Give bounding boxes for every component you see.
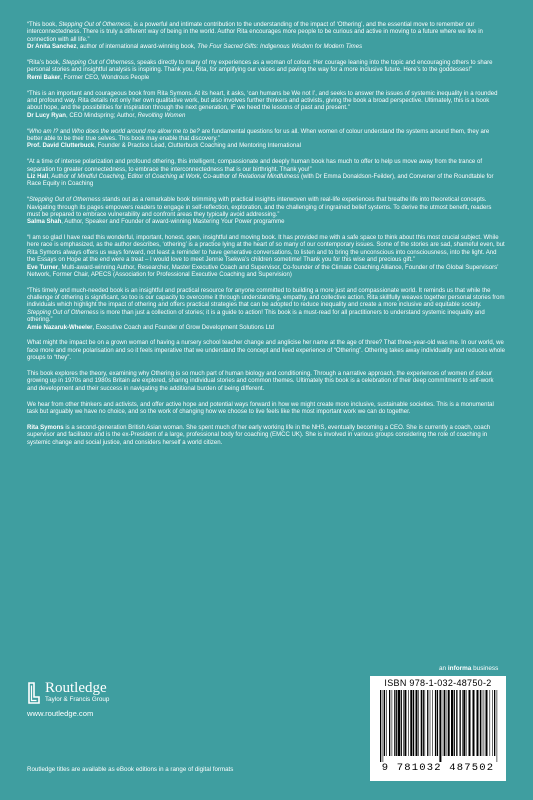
barcode-bar: [430, 690, 431, 756]
barcode-bar: [392, 690, 393, 756]
endorsement-text: [27, 129, 505, 144]
description-paragraph: We hear from other thinkers and activists, and offer active hope and potential ways forward in how we might create more inclusive, sustainable societies. This is a monumental task but arguably we have no choice, and so the work of changing how we choose to live feels like the most important work we can do together.: [27, 401, 494, 416]
endorsement-attribution: [27, 44, 505, 51]
barcode-bar: [410, 690, 412, 756]
endorsement-quote: [27, 235, 505, 279]
endorsement-text: [27, 60, 505, 75]
endorsement-quote: [27, 159, 505, 188]
back-cover-text: [27, 22, 505, 456]
quote-text-segment: , author of international award-winning book,: [76, 44, 198, 51]
quote-text-segment: stands out as a remarkable book brimming with practical insights interwoven with real-life experiences that breathe life into theoretical concepts. Navigating through its pages empowers readers to engage in self-reflection, exploration, and the challenging of ingrained belief systems. To derive the utmost benefit, readers must be prepared to embrace vulnerability and confront areas they typically avoid addressing.”: [27, 197, 492, 218]
barcode-bar: [380, 690, 381, 762]
barcode-bar: [469, 690, 471, 756]
barcode-bar: [490, 690, 491, 756]
isbn-barcode-box: [370, 676, 506, 781]
endorser-name: Liz Hall: [27, 173, 49, 180]
barcode-bar: [423, 690, 424, 756]
quote-text-segment: “At a time of intense polarization and profound othering, this intelligent, compassionate and deeply human book has much to offer to help us move away from the trance of separation to greater connectedness, to embrace the interconnectedness that is our birthright. Thank you!”: [27, 159, 483, 173]
barcode-bar: [444, 690, 445, 756]
endorsement-text: [27, 22, 505, 44]
italic-title-text: Stepping Out of Otherness: [27, 309, 99, 316]
endorsement-attribution: [27, 265, 505, 280]
endorsement-quote: [27, 22, 505, 51]
italic-title-text: Relational Mindfulness: [238, 173, 300, 180]
barcode-bar: [383, 690, 384, 762]
barcode-bar: [425, 690, 426, 756]
barcode-digits: 9 781032 487502: [381, 762, 495, 774]
quote-text-segment: , Author of: [48, 173, 78, 180]
author-bio: [27, 425, 505, 447]
barcode-bar: [404, 690, 406, 756]
endorsements: [27, 22, 505, 332]
barcode-bar: [448, 690, 450, 756]
routledge-logo-icon: [27, 682, 41, 704]
barcode-bar: [492, 690, 493, 756]
endorsement-quote: [27, 60, 505, 82]
ebook-note: Routledge titles are available as eBook editions in a range of digital formats: [27, 766, 234, 773]
quote-text-segment: “: [27, 197, 30, 204]
endorsement-quote: [27, 288, 505, 332]
barcode-graphic: [380, 690, 500, 762]
barcode-bar: [484, 690, 485, 756]
endorsement-attribution: [27, 325, 505, 332]
publisher-block: [27, 681, 109, 718]
barcode-bar: [482, 690, 483, 756]
barcode-bar: [386, 690, 387, 756]
description-paragraph: What might the impact be on a grown woman of having a nursery school teacher change and anglicise her name at the age of three? That three-year-old was me. In our world, we face more and more polarisation and so it feels imperative that we understand the concept and lived experience of “Othering”. Othering takes away individuality and reduces whole groups to “they”.: [27, 340, 505, 362]
barcode-bar: [486, 690, 488, 756]
barcode-bar: [494, 690, 495, 756]
description-paragraph: This book explores the theory, examining why Othering is so much part of human biology and conditioning. Through a narrative approach, the experiences of women of colour growing up in 1970s and 1980s Britain are explored, sharing individual stories and common themes. Ultimately this book is a celebration of their deep commitment to self-work and development and their success in navigating the additional burden of being different.: [27, 371, 494, 392]
endorsement-attribution: [27, 113, 505, 120]
quote-text-segment: (with Dr Emma Donaldson-Feilder), and Convener of the Roundtable for Race Equity in Coaching: [27, 173, 494, 188]
barcode-bar: [398, 690, 400, 756]
endorsement-text: [27, 235, 505, 264]
barcode-bar: [439, 690, 441, 762]
quote-text-segment: “This book,: [27, 22, 59, 28]
endorsement-text: [27, 288, 505, 325]
quote-text-segment: , Author, Speaker and Founder of award-winning Mastering Your Power programme: [61, 219, 285, 226]
endorsement-text: [27, 197, 505, 219]
endorsement-attribution: [27, 75, 505, 82]
quote-text-segment: “This is an important and courageous book from Rita Symons. At its heart, it asks, ‘can humans be We not I’, and seeks to answer the issues of systemic inequality in a rounded and profound way. Rita details not only her own qualitative work, but also involves further thinkers and activists, giving the book a broad perspective. Ultimately, this is a book about hope, and the possibilities for inspiration through the next generation, IF we heed the lessons of past and present.”: [27, 90, 498, 112]
quote-text-segment: , Editor of: [124, 173, 152, 180]
isbn-label: ISBN 978-1-032-48750-2: [384, 678, 492, 688]
endorsement-attribution: [27, 219, 505, 226]
barcode-bar: [473, 690, 475, 756]
quote-text-segment: , Former CEO, Wondrous People: [60, 74, 150, 81]
quote-text-segment: are fundamental questions for us all. When women of colour understand the systems around them, they are better able to be their true selves. This book may enable that discovery.”: [27, 128, 490, 142]
endorsement-text: [27, 159, 505, 174]
endorsement-quote: [27, 197, 505, 226]
barcode-bar: [427, 690, 428, 756]
barcode-bar: [416, 690, 418, 756]
italic-title-text: Coaching at Work: [151, 173, 200, 180]
barcode-bar: [408, 690, 409, 756]
italic-title-text: The Four Sacred Gifts: Indigenous Wisdom for Modern Times: [197, 44, 363, 51]
barcode-bar: [435, 690, 436, 756]
italic-title-text: Stepping Out of Otherness: [58, 22, 131, 28]
quote-text-segment: , Executive Coach and Founder of Grow Development Solutions Ltd: [92, 324, 275, 331]
publisher-name: Routledge: [45, 680, 107, 696]
barcode-bar: [497, 690, 498, 762]
endorser-name: Amie Nazaruk-Wheeler: [27, 324, 93, 331]
informa-suffix: business: [471, 665, 499, 672]
quote-text-segment: , speaks directly to many of my experiences as a woman of colour. Her courage leaning into the topic and encouraging others to share personal stories and insightful analysis is inspiring. Thank you, Rita, for amplifying our voices and paving the way for a more inclusive future. Here’s to the goddesses!”: [27, 59, 493, 74]
informa-prefix: an: [439, 665, 448, 672]
author-name: Rita Symons: [27, 424, 64, 431]
barcode-bar: [394, 690, 395, 756]
barcode-bar: [456, 690, 457, 756]
endorser-name: Eve Turner: [27, 264, 59, 271]
barcode-bar: [443, 690, 444, 756]
endorsement-quote: [27, 91, 505, 120]
barcode-bar: [477, 690, 479, 756]
endorsement-attribution: [27, 143, 505, 150]
informa-business-label: [439, 665, 498, 672]
endorsement-attribution: [27, 174, 505, 189]
barcode-bar: [401, 690, 402, 756]
endorsement-quote: [27, 129, 505, 151]
quote-text-segment: and: [58, 128, 72, 135]
quote-text-segment: , Co-author of: [199, 173, 239, 180]
endorser-name: Remi Baker: [27, 74, 61, 81]
barcode-bar: [454, 690, 455, 756]
quote-text-segment: “I am so glad I have read this wonderful, important, honest, open, insightful and moving book. It has provided me with a safe space to think about this most crucial subject. While here race is emphasized, as the author describes, ‘othering’ is a practice lying at the heart of so many of our contemporary issues. Some of the stories are sad, shameful even, but Rita Symons always offers us ways forward, not least a reminder to have generative conversations, to listen and to bring the unconscious into consciousness, into the light. And the Essays on Hope at the end were a treat – I would love to meet Jennie Tsekwa’s children sometime! Thank you for this wise and precious gift.”: [27, 235, 505, 264]
barcode-bar: [463, 690, 465, 756]
quote-text-segment: “This timely and much-needed book is an insightful and practical resource for anyone committed to building a more just and compassionate world. It reminds us that while the challenge of othering is significant, so too is our capacity to overcome it through understanding, empathy, and collective action. Rita skillfully weaves together personal stories from individuals which highlight the impact of othering and offers practical strategies that can be adopted to reduce inequality and create a more inclusive and equitable society.: [27, 287, 505, 309]
author-bio-text: is a second-generation British Asian woman. She spent much of her early working life in the NHS, eventually becoming a CEO. She is currently a coach, coach supervisor and facilitator and is the ex-President of a large, professional body for coaching (EMCC UK). She is involved in various groups considering the role of coaching in systemic change and social justice, and considers herself a world citizen.: [27, 424, 491, 446]
barcode-bar: [480, 690, 481, 756]
quote-text-segment: “: [27, 128, 30, 135]
barcode-bar: [432, 690, 433, 756]
italic-title-text: Who does the world around me allow me to be?: [71, 128, 200, 135]
italic-title-text: Revolting Women: [137, 112, 186, 119]
book-description: [27, 340, 505, 416]
barcode-bar: [421, 690, 422, 756]
barcode-bar: [446, 690, 447, 756]
endorsement-text: [27, 91, 505, 113]
quote-text-segment: , CEO Mindspring; Author,: [65, 112, 138, 119]
barcode-bar: [462, 690, 463, 756]
barcode-bar: [418, 690, 419, 756]
barcode-bar: [396, 690, 397, 756]
italic-title-text: Mindful Coaching: [77, 173, 125, 180]
barcode-bar: [460, 690, 461, 756]
italic-title-text: Who am I?: [29, 128, 59, 135]
barcode-bar: [451, 690, 453, 756]
endorser-name: Dr Anita Sanchez: [27, 44, 77, 51]
endorser-name: Dr Lucy Ryan: [27, 112, 66, 119]
informa-brand: informa: [447, 665, 472, 672]
barcode-bar: [437, 690, 438, 756]
barcode-bar: [413, 690, 414, 756]
barcode-bar: [389, 690, 390, 756]
quote-text-segment: “Rita’s book,: [27, 59, 63, 66]
barcode-bar: [466, 690, 467, 756]
publisher-group: Taylor & Francis Group: [45, 696, 110, 703]
publisher-website: www.routledge.com: [27, 709, 94, 718]
barcode-bar: [403, 690, 404, 756]
endorser-name: Salma Shah: [27, 219, 62, 226]
italic-title-text: Stepping Out of Otherness: [62, 59, 134, 66]
quote-text-segment: , Founder & Practice Lead, Clutterbuck Coaching and Mentoring International: [94, 143, 301, 150]
quote-text-segment: is more than just a collection of stories; it is a guide to action! This book is a must-read for all practitioners to understand systemic inequality and othering.”: [27, 309, 485, 324]
italic-title-text: Stepping Out of Otherness: [29, 197, 101, 204]
endorser-name: Prof. David Clutterbuck: [27, 143, 95, 150]
quote-text-segment: , is a powerful and intimate contribution to the understanding of the impact of ‘Othering’, and the essential move to remember our interconnectedness. There is truly a different way of being in the world. Author Rita encourages more people to be curious and active in moving to a future where we live in connection with all life.”: [27, 22, 483, 43]
quote-text-segment: , Multi-award-winning Author, Researcher, Master Executive Coach and Supervisor, Co-founder of the Climate Coaching Alliance, Founder of the Global Supervisors’ Network, Former Chair, APECS (Association for Professional Executive Coaching and Supervision): [27, 264, 499, 278]
barcode-bar: [384, 690, 385, 756]
